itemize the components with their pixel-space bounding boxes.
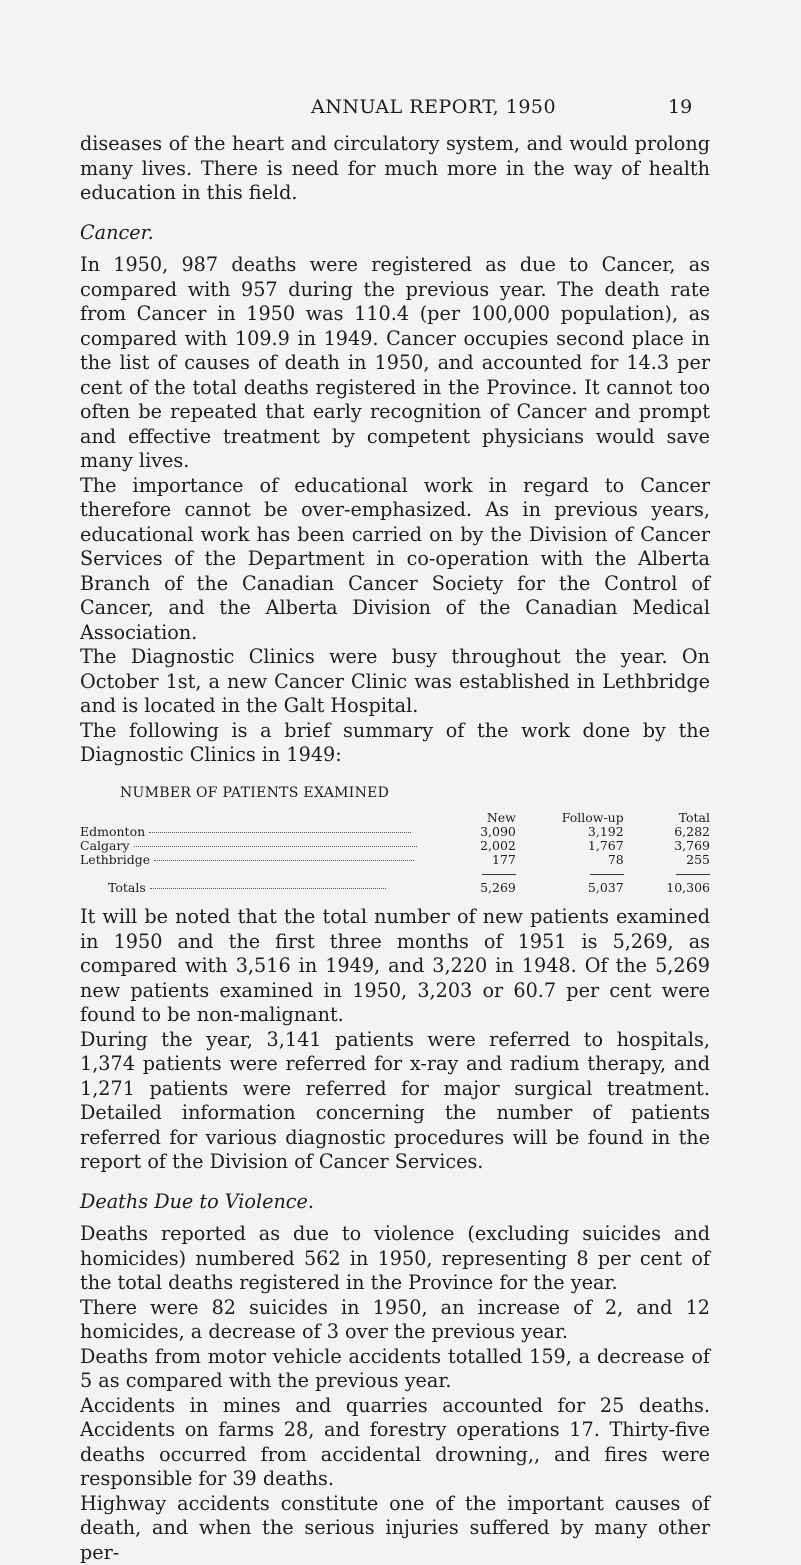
table-row [80,825,710,839]
paragraph-referrals: During the year, 3,141 patients were referred to hospitals, 1,374 patients were referred for x-ray and radium therapy, and 1,271 patients were referred for major surgical treatment. Detailed information concerning the number of patients referred for various diagnostic procedures will be found in the report of the Division of Cancer Services. [80,1028,710,1175]
column-header-follow-up: Follow-up [524,811,636,825]
row-label-totals: Totals [108,880,146,895]
leader-dots [134,846,417,847]
leader-dots [154,860,414,861]
column-header-total: Total [636,811,710,825]
cell-lethbridge-new: 177 [451,853,524,867]
cell-calgary-followup: 1,767 [524,839,636,853]
cell-edmonton-followup: 3,192 [524,825,636,839]
cell-totals-total: 10,306 [636,881,710,895]
page-number: 19 [668,96,692,118]
column-header-new: New [451,811,524,825]
patients-examined-table-block [80,781,710,896]
table-totals-row [80,881,710,895]
table-row [80,839,710,853]
sum-rule [482,874,516,875]
paragraph-heart-disease: diseases of the heart and circulatory system, and would prolong many lives. There is need for much more in the way of health education in this field. [80,132,710,206]
table-title: NUMBER OF PATIENTS EXAMINED [80,781,710,806]
running-header [0,96,801,120]
cell-lethbridge-total: 255 [636,853,710,867]
body-text [80,132,710,1565]
paragraph-suicides-homicides: There were 82 suicides in 1950, an increase of 2, and 12 homicides, a decrease of 3 over the previous year. [80,1296,710,1345]
cell-totals-new: 5,269 [451,881,524,895]
cell-totals-followup: 5,037 [524,881,636,895]
section-heading-cancer: Cancer. [80,221,710,246]
paragraph-motor-vehicle: Deaths from motor vehicle accidents totalled 159, a decrease of 5 as compared with the previous year. [80,1345,710,1394]
sum-rule [590,874,624,875]
section-heading-violence: Deaths Due to Violence. [80,1190,710,1215]
report-title: ANNUAL REPORT, 1950 [311,96,556,118]
paragraph-educational-work: The importance of educational work in regard to Cancer therefore cannot be over-emphasized. As in previous years, educational work has been carried on by the Division of Cancer Services of the Department in co-operation with the Alberta Branch of the Canadian Cancer Society for the Control of Cancer, and the Alberta Division of the Canadian Medical Association. [80,474,710,646]
table-row [80,853,710,867]
cell-edmonton-new: 3,090 [451,825,524,839]
table-header-row [80,811,710,825]
table-rule-row [80,867,710,881]
cell-lethbridge-followup: 78 [524,853,636,867]
row-label-edmonton: Edmonton [80,824,145,839]
paragraph-summary-intro: The following is a brief summary of the work done by the Diagnostic Clinics in 1949: [80,719,710,768]
patients-examined-table [80,811,710,895]
row-label-lethbridge: Lethbridge [80,852,150,867]
paragraph-diagnostic-clinics: The Diagnostic Clinics were busy throughout the year. On October 1st, a new Cancer Clinic was established in Lethbridge and is located in the Galt Hospital. [80,645,710,719]
row-label-calgary: Calgary [80,838,130,853]
paragraph-cancer-deaths: In 1950, 987 deaths were registered as due to Cancer, as compared with 957 during the previous year. The death rate from Cancer in 1950 was 110.4 (per 100,000 population), as compared with 109.9 in 1949. Cancer occupies second place in the list of causes of death in 1950, and accounted for 14.3 per cent of the total deaths registered in the Province. It cannot too often be repeated that early recognition of Cancer and prompt and effective treatment by competent physicians would save many lives. [80,253,710,474]
sum-rule [676,874,710,875]
leader-dots [150,888,386,889]
leader-dots [149,832,411,833]
paragraph-highway-accidents: Highway accidents constitute one of the important causes of death, and when the serious injuries suffered by many other per- [80,1492,710,1565]
cell-edmonton-total: 6,282 [636,825,710,839]
cell-calgary-total: 3,769 [636,839,710,853]
paragraph-violence-deaths: Deaths reported as due to violence (excluding suicides and homicides) numbered 562 in 1950, representing 8 per cent of the total deaths registered in the Province for the year. [80,1222,710,1296]
cell-calgary-new: 2,002 [451,839,524,853]
paragraph-accidents: Accidents in mines and quarries accounted for 25 deaths. Accidents on farms 28, and forestry operations 17. Thirty-five deaths occurred from accidental drowning,, and fires were responsible for 39 deaths. [80,1394,710,1492]
paragraph-new-patients: It will be noted that the total number of new patients examined in 1950 and the first three months of 1951 is 5,269, as compared with 3,516 in 1949, and 3,220 in 1948. Of the 5,269 new patients examined in 1950, 3,203 or 60.7 per cent were found to be non-malignant. [80,905,710,1028]
